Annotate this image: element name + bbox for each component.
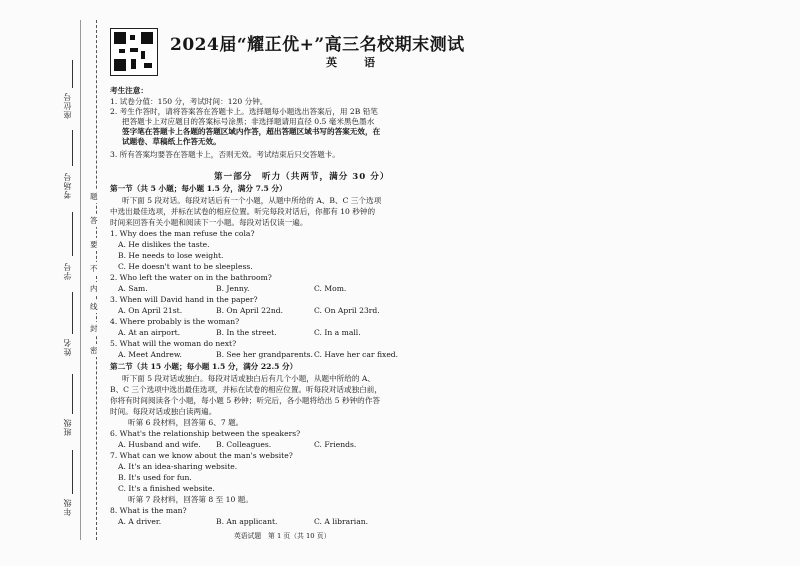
- exam-title: 2024届“耀正优+”高三名校期末测试: [170, 35, 465, 55]
- question-stem: 4. Where probably is the woman?: [110, 317, 240, 326]
- seal-char: 不: [90, 264, 98, 273]
- section1-heading: 第一节（共 5 小题；每小题 1.5 分，满分 7.5 分）: [110, 184, 287, 193]
- binding-rule: [80, 20, 81, 540]
- option: A. Sam.: [118, 284, 148, 293]
- option: B. On April 22nd.: [216, 306, 284, 315]
- class-blank: [72, 374, 73, 414]
- option: C. On April 23rd.: [314, 306, 380, 315]
- notes-line: 把答题卡上对应题目的答案标号涂黑；非选择题请用直径 0.5 毫米黑色墨水: [122, 117, 375, 126]
- seal-char: 要: [90, 240, 98, 249]
- question-stem: 3. When will David hand in the paper?: [110, 295, 258, 304]
- seal-char: 密: [90, 346, 98, 355]
- part1-title: 第一部分 听力（共两节，满分 30 分）: [214, 172, 390, 182]
- option: C. In a mall.: [314, 328, 361, 337]
- seal-char: 答: [90, 216, 98, 225]
- option: C. He doesn't want to be sleepless.: [118, 262, 253, 271]
- page-footer: 英语试题 第 1 页（共 10 页）: [234, 532, 331, 540]
- option: C. It's a finished website.: [118, 484, 215, 493]
- notes-line: 2. 考生作答时，请将答案答在答题卡上。选择题每小题选出答案后，用 2B 铅笔: [110, 107, 378, 116]
- directions-line: B、C 三个选项中选出最佳选项，并标在试卷的相应位置。听每段对话或独白前，: [110, 385, 382, 394]
- option: B. He needs to lose weight.: [118, 251, 224, 260]
- notes-line: 1. 试卷分值：150 分，考试时间：120 分钟。: [110, 97, 268, 106]
- directions-line: 你将有时间阅读各个小题，每小题 5 秒钟；听完后，各小题将给出 5 秒钟的作答: [110, 396, 380, 405]
- option: A. Meet Andrew.: [118, 350, 182, 359]
- subject-title: 英 语: [326, 56, 383, 69]
- seal-dashed-line: [96, 20, 97, 540]
- exam-room-blank: [72, 130, 73, 166]
- question-stem: 5. What will the woman do next?: [110, 339, 237, 348]
- option: B. An applicant.: [216, 517, 278, 526]
- seal-char: 内: [90, 284, 98, 293]
- name-label: 姓名: [63, 338, 72, 356]
- question-stem: 7. What can we know about the man's website?: [110, 451, 293, 460]
- question-stem: 6. What's the relationship between the speakers?: [110, 429, 301, 438]
- directions-line: 听下面 5 段对话或独白。每段对话或独白后有几个小题，从题中所给的 A、: [122, 374, 375, 383]
- option: A. At an airport.: [118, 328, 181, 337]
- grade-blank: [72, 450, 73, 494]
- option: B. In the street.: [216, 328, 277, 337]
- option: B. It's used for fun.: [118, 473, 192, 482]
- option: A. He dislikes the taste.: [118, 240, 210, 249]
- option: C. Mom.: [314, 284, 347, 293]
- option: B. Jenny.: [216, 284, 250, 293]
- class-label: 班级: [63, 418, 72, 436]
- grade-label: 年级: [63, 498, 72, 516]
- student-id-blank: [72, 212, 73, 256]
- seat-number-blank: [72, 60, 73, 88]
- notes-line: 试题卷、草稿纸上作答无效。: [122, 137, 221, 146]
- material-instruction: 听第 7 段材料，回答第 8 至 10 题。: [128, 495, 253, 504]
- option: B. See her grandparents.: [216, 350, 313, 359]
- seal-char: 封: [90, 324, 98, 333]
- question-stem: 8. What is the man?: [110, 506, 187, 515]
- option: A. A driver.: [118, 517, 162, 526]
- option: B. Colleagues.: [216, 440, 272, 449]
- option: C. A librarian.: [314, 517, 369, 526]
- material-instruction: 听第 6 段材料，回答第 6、7 题。: [128, 418, 244, 427]
- directions-line: 时间来回答有关小题和阅读下一小题。每段对话仅读一遍。: [110, 218, 308, 227]
- question-stem: 2. Who left the water on in the bathroom?: [110, 273, 272, 282]
- seat-number-label: 座位号: [63, 92, 72, 119]
- section2-heading: 第二节（共 15 小题；每小题 1.5 分，满分 22.5 分）: [110, 362, 298, 371]
- directions-line: 听下面 5 段对话。每段对话后有一个小题，从题中所给的 A、B、C 三个选项: [122, 196, 382, 205]
- notes-line: 签字笔在答题卡上各题的答题区域内作答，超出答题区域书写的答案无效，在: [122, 127, 381, 136]
- option: A. On April 21st.: [118, 306, 183, 315]
- notes-heading: 考生注意：: [110, 86, 148, 95]
- option: A. Husband and wife.: [118, 440, 201, 449]
- qr-code: [110, 28, 158, 76]
- option: C. Have her car fixed.: [314, 350, 399, 359]
- binding-margin: [0, 0, 108, 566]
- question-stem: 1. Why does the man refuse the cola?: [110, 229, 255, 238]
- directions-line: 中选出最佳选项，并标在试卷的相应位置。听完每段对话后，你都有 10 秒钟的: [110, 207, 376, 216]
- student-id-label: 学号: [63, 262, 72, 280]
- option: A. It's an idea-sharing website.: [118, 462, 238, 471]
- seal-char: 线: [90, 302, 98, 311]
- directions-line: 时间。每段对话或独白读两遍。: [110, 407, 217, 416]
- option: C. Friends.: [314, 440, 357, 449]
- seal-char: 题: [90, 192, 98, 201]
- name-blank: [72, 292, 73, 334]
- exam-room-label: 考场号: [63, 172, 72, 199]
- notes-line: 3. 所有答案均要答在答题卡上，否则无效。考试结束后只交答题卡。: [110, 150, 340, 159]
